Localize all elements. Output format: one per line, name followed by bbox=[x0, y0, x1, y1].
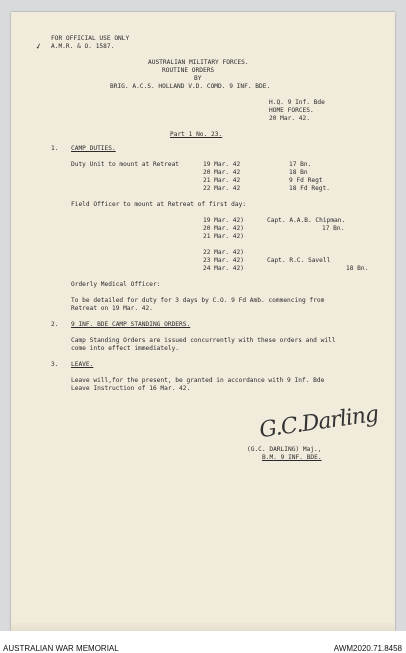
duty-date: 19 Mar. 42 bbox=[203, 161, 241, 168]
commander-line: BRIG. A.C.S. HOLLAND V.D. COMD. 9 INF. BDE. bbox=[110, 83, 271, 90]
duty-unit-label: Duty Unit to mount at Retreat bbox=[71, 161, 180, 168]
regulation-ref: A.M.R. & O. 1587. bbox=[51, 43, 115, 50]
duty-unit: 18 Bn bbox=[289, 169, 308, 176]
footer-institution: AUSTRALIAN WAR MEMORIAL bbox=[3, 644, 119, 653]
fo-date: 24 Mar. 42) bbox=[203, 265, 244, 272]
duty-date: 22 Mar. 42 bbox=[203, 185, 241, 192]
section-heading: CAMP DUTIES. bbox=[71, 145, 116, 152]
section-number: 3. bbox=[51, 361, 59, 368]
duty-date: 21 Mar. 42 bbox=[203, 177, 241, 184]
footer-accession-number: AWM2020.71.8458 bbox=[333, 644, 402, 653]
hq-line: H.Q. 9 Inf. Bde bbox=[269, 99, 325, 106]
pen-tick-mark: ✓ bbox=[34, 41, 43, 53]
duty-unit: 18 Fd Regt. bbox=[289, 185, 330, 192]
fo-date: 21 Mar. 42) bbox=[203, 233, 244, 240]
document-subtitle: ROUTINE ORDERS bbox=[162, 67, 215, 74]
fo-officer: Capt. A.A.B. Chipman. bbox=[267, 217, 346, 224]
fo-officer: Capt. R.C. Savell bbox=[267, 257, 331, 264]
section-heading: LEAVE. bbox=[71, 361, 94, 368]
by-line: BY bbox=[194, 75, 202, 82]
signatory-name: (G.C. DARLING) Maj., bbox=[247, 446, 322, 453]
fo-date: 20 Mar. 42) bbox=[203, 225, 244, 232]
paragraph-line: Leave will,for the present, be granted in accordance with 9 Inf. Bde bbox=[71, 377, 325, 384]
document-page bbox=[11, 12, 395, 631]
fo-date: 23 Mar. 42) bbox=[203, 257, 244, 264]
paper-edge bbox=[11, 623, 395, 631]
duty-date: 20 Mar. 42 bbox=[203, 169, 241, 176]
duty-unit: 17 Bn. bbox=[289, 161, 312, 168]
section-heading: 9 INF. BDE CAMP STANDING ORDERS. bbox=[71, 321, 191, 328]
document-title: AUSTRALIAN MILITARY FORCES. bbox=[148, 59, 249, 66]
field-officer-label: Field Officer to mount at Retreat of first day: bbox=[71, 201, 247, 208]
fo-date: 19 Mar. 42) bbox=[203, 217, 244, 224]
section-number: 1. bbox=[51, 145, 59, 152]
medical-line: Retreat on 19 Mar. 42. bbox=[71, 305, 153, 312]
section-number: 2. bbox=[51, 321, 59, 328]
part-number: Part 1 No. 23. bbox=[170, 131, 223, 138]
fo-unit: 17 Bn. bbox=[322, 225, 345, 232]
footer-bar bbox=[0, 631, 406, 653]
paragraph-line: come into effect immediately. bbox=[71, 345, 180, 352]
fo-date: 22 Mar. 42) bbox=[203, 249, 244, 256]
signatory-role: B.M. 9 INF. BDE. bbox=[262, 454, 322, 461]
duty-unit: 9 Fd Regt bbox=[289, 177, 323, 184]
handwritten-signature: G.C.Darling bbox=[257, 401, 380, 444]
paragraph-line: Camp Standing Orders are issued concurrently with these orders and will bbox=[71, 337, 336, 344]
fo-unit: 18 Bn. bbox=[346, 265, 369, 272]
official-use-line: FOR OFFICIAL USE ONLY bbox=[51, 35, 130, 42]
document-date: 20 Mar. 42. bbox=[269, 115, 310, 122]
paragraph-line: Leave Instruction of 16 Mar. 42. bbox=[71, 385, 191, 392]
medical-officer-label: Orderly Medical Officer: bbox=[71, 281, 161, 288]
medical-line: To be detailed for duty for 3 days by C.O. 9 Fd Amb. commencing from bbox=[71, 297, 325, 304]
home-forces-line: HOME FORCES. bbox=[269, 107, 314, 114]
